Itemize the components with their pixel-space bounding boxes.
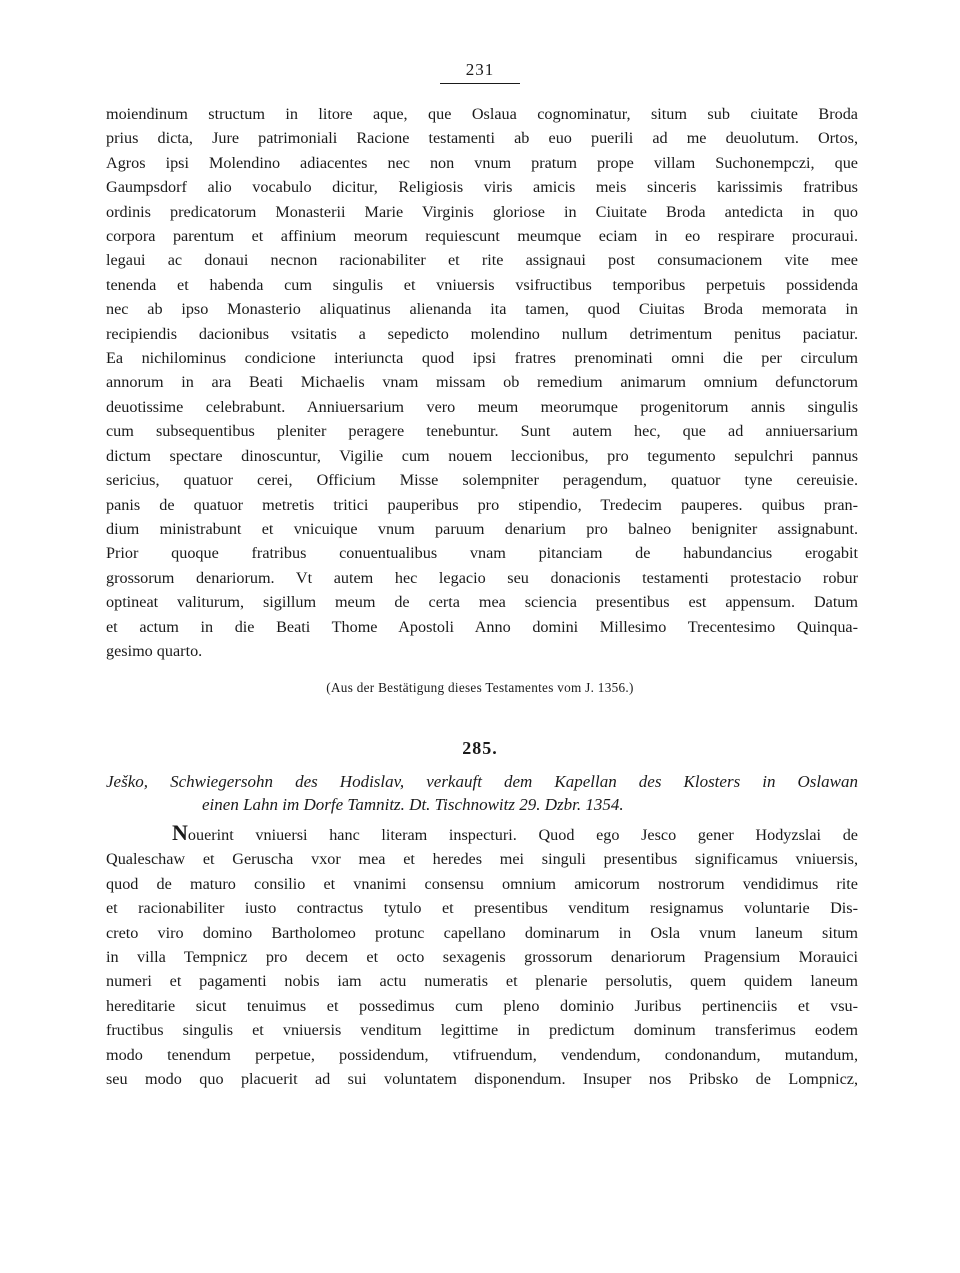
text-line: fructibus singulis et vniuersis venditum legittime in predictum dominum transferimus eodem	[106, 1021, 858, 1040]
document-text	[106, 822, 858, 1091]
text-line: Agros ipsi Molendino adiacentes nec non vnum pratum prope villam Suchonempczi, que	[106, 153, 858, 172]
text-line: gesimo quarto.	[106, 641, 203, 660]
text-line: moiendinum structum in litore aque, que Oslaua cognominatur, situm sub ciuitate Broda	[106, 105, 858, 123]
text-line: annorum in ara Beati Michaelis vnam missam ob remedium animarum omnium defunctorum	[106, 373, 858, 392]
text-line: ordinis predicatorum Monasterii Marie Virginis gloriose in Ciuitate Broda antedicta in quo	[106, 202, 858, 221]
text-line: quod de maturo consilio et vnanimi consensu omnium amicorum nostrorum vendidimus rite	[106, 874, 858, 893]
text-line-first	[106, 822, 858, 847]
text-line: et racionabiliter iusto contractus tytulo et presentibus venditum resignamus voluntarie Dis-	[106, 899, 858, 918]
text-line: seu modo quo placuerit ad sui voluntatem disponendum. Insuper nos Pribsko de Lompnicz,	[106, 1070, 858, 1089]
text-line: corpora parentum et affinium meorum requiescunt meumque eciam in eo respirare procuraui.	[106, 227, 858, 246]
text-line: et actum in die Beati Thome Apostoli Anno domini Millesimo Trecentesimo Quinqua-	[106, 617, 858, 636]
regest-line: Ješko, Schwiegersohn des Hodislav, verkauft dem Kapellan des Klosters in Oslawan	[106, 772, 858, 791]
initial-letter: N	[172, 822, 188, 845]
page-number-rule	[440, 83, 520, 84]
text-line: deuotissime celebrabunt. Anniuersarium vero meum meorumque progenitorum annis singulis	[106, 397, 858, 416]
text-line: nec ab ipso Monasterio aliquatinus alienanda ita tamen, quod Ciuitas Broda memorata in	[106, 300, 858, 319]
document-regest	[106, 770, 858, 816]
text-line: creto viro domino Bartholomeo protunc capellano dominarum in Osla vnum laneum situm	[106, 923, 858, 942]
text-line: in villa Tempnicz pro decem et octo sexagenis grossorum denariorum Pragensium Morauici	[106, 948, 858, 967]
text-line: panis de quatuor metretis tritici pauperibus pro stipendio, Tredecim pauperes. quibus pran-	[106, 495, 858, 514]
page-number: 231	[465, 60, 495, 79]
text-line: dictum spectare dinoscuntur, Vigilie cum nouem leccionibus, pro tegumento sepulchri pannus	[106, 446, 858, 465]
text-line: optineat valiturum, sigillum meum de certa mea sciencia presentibus est appensum. Datum	[106, 593, 858, 612]
text-line: numeri et pagamenti nobis iam actu numeratis et plenarie persolutis, quem quidem laneum	[106, 972, 858, 991]
continuation-text	[106, 102, 858, 663]
text-line: modo tenendum perpetue, possidendum, vtifruendum, vendendum, condonandum, mutandum,	[106, 1045, 858, 1064]
text-line: Prior quoque fratribus conuentualibus vnam pitanciam de habundancius erogabit	[106, 544, 858, 563]
text-line: legaui ac donaui necnon racionabiliter et rite assignaui post consumacionem vite mee	[106, 251, 858, 270]
text-line: Ea nichilominus condicione interiuncta quod ipsi fratres prenominati omni die per circulum	[106, 349, 858, 368]
text-line: tenenda et habenda cum singulis et vniuersis vsifructibus temporibus perpetuis possidenda	[106, 275, 858, 294]
regest-line: einen Lahn im Dorfe Tamnitz. Dt. Tischnowitz 29. Dzbr. 1354.	[202, 795, 624, 814]
text-line: dium ministrabunt et vnicuique vnum paruum denarium pro balneo benigniter assignabunt.	[106, 519, 858, 538]
text-line: prius dicta, Jure patrimoniali Racione testamenti ab euo puerili ad me deuolutum. Ortos,	[106, 129, 858, 148]
text-line: recipiendis dacionibus vsitatis a sepedicto molendino nullum detrimentum penitus paciatur.	[106, 324, 858, 343]
text-line: hereditarie sicut tenuimus et possedimus cum pleno dominio Juribus pertinenciis et vsu-	[106, 996, 858, 1015]
text-line: grossorum denariorum. Vt autem hec legacio seu donacionis testamenti protestacio robur	[106, 568, 858, 587]
document-number: 285.	[462, 738, 498, 758]
text-line: Qualeschaw et Geruscha vxor mea et heredes mei singuli presentibus significamus vniuersis,	[106, 850, 858, 869]
first-line-text: ouerint vniuersi hanc literam inspecturi. Quod ego Jesco gener Hodyzslai de	[187, 826, 858, 844]
text-line: sericius, quatuor cerei, Officium Misse solempniter peragendum, quatuor tyne cereuisie.	[106, 471, 858, 490]
text-line: cum subsequentibus pleniter peragere tenebuntur. Sunt autem hec, que ad anniuersarium	[106, 422, 858, 441]
text-line: Gaumpsdorf alio vocabulo dicitur, Religiosis viris amicis meis sinceris karissimis fratribus	[106, 178, 858, 197]
source-note: (Aus der Bestätigung dieses Testamentes vom J. 1356.)	[326, 680, 634, 695]
